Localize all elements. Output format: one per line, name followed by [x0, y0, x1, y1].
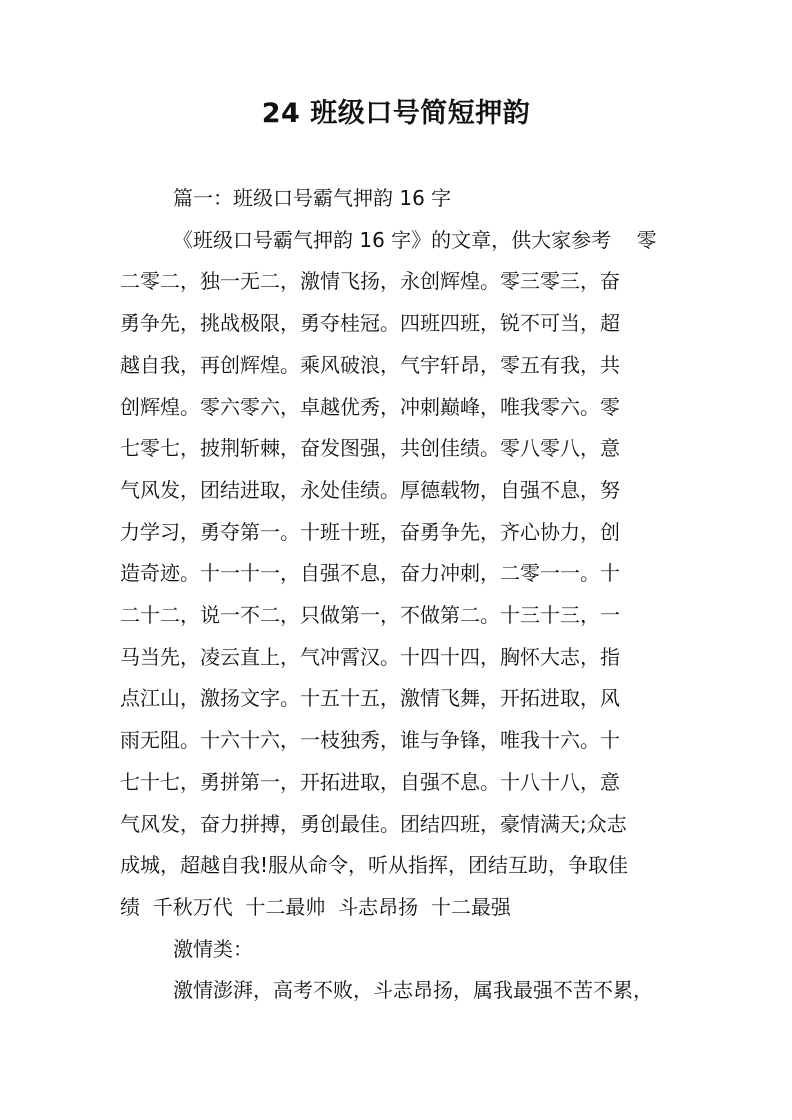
- paragraph-line: 七十七，勇拼第一，开拓进取，自强不息。十八十八，意: [120, 769, 620, 794]
- paragraph-line: 二零二，独一无二，激情飞扬，永创辉煌。零三零三，奋: [120, 269, 620, 294]
- main-paragraph: [120, 220, 680, 929]
- section-heading: 篇一：班级口号霸气押韵 16 字: [173, 186, 452, 210]
- paragraph-line: 绩 千秋万代 十二最帅 斗志昂扬 十二最强: [120, 894, 511, 919]
- paragraph-line: 成城，超越自我!服从命令，听从指挥，团结互助，争取佳: [120, 853, 629, 878]
- paragraph-line: 雨无阻。十六十六，一枝独秀，谁与争锋，唯我十六。十: [120, 728, 620, 753]
- document-body: [120, 178, 680, 1012]
- paragraph-line: 勇争先，挑战极限，勇夺桂冠。四班四班，锐不可当，超: [120, 311, 620, 336]
- section-heading: 激情类：: [173, 936, 253, 961]
- paragraph-line: 力学习，勇夺第一。十班十班，奋勇争先，齐心协力，创: [120, 519, 620, 544]
- document-title: 24 班级口号简短押韵: [261, 98, 531, 129]
- paragraph-line: 点江山，激扬文字。十五十五，激情飞舞，开拓进取，风: [120, 686, 620, 711]
- paragraph-line: 《班级口号霸气押韵 16 字》的文章，供大家参考 零: [173, 227, 657, 252]
- paragraph-line: 七零七，披荆斩棘，奋发图强，共创佳绩。零八零八，意: [120, 436, 620, 461]
- paragraph-line: 气风发，奋力拼搏，勇创最佳。团结四班，豪情满天;众志: [120, 811, 627, 836]
- paragraph-line: 气风发，团结进取，永处佳绩。厚德载物，自强不息，努: [120, 477, 620, 502]
- paragraph-line: 激情澎湃，高考不败，斗志昂扬，属我最强不苦不累，: [173, 978, 653, 1003]
- paragraph-line: 造奇迹。十一十一，自强不息，奋力冲刺，二零一一。十: [120, 561, 620, 586]
- paragraph-line: 马当先，凌云直上，气冲霄汉。十四十四，胸怀大志，指: [120, 644, 620, 669]
- paragraph-line: 创辉煌。零六零六，卓越优秀，冲刺巅峰，唯我零六。零: [120, 394, 620, 419]
- paragraph-line: 二十二，说一不二，只做第一，不做第二。十三十三，一: [120, 603, 620, 628]
- paragraph-line: 越自我，再创辉煌。乘风破浪，气宇轩昂，零五有我，共: [120, 352, 620, 377]
